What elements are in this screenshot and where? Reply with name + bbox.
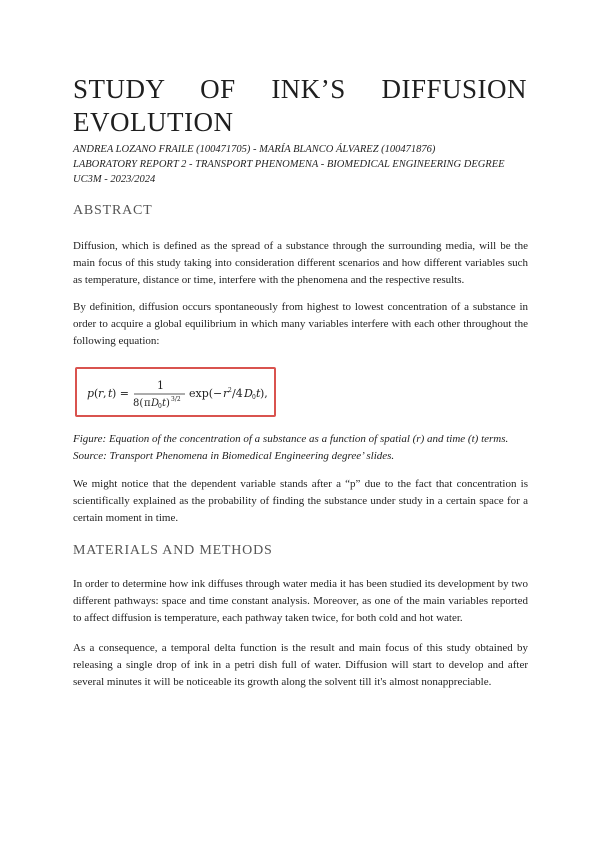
authors-line: ANDREA LOZANO FRAILE (100471705) - MARÍA BLANCO ÁLVAREZ (100471876) xyxy=(73,144,436,155)
methods-heading: MATERIALS AND METHODS xyxy=(73,543,273,558)
svg-text:1: 1 xyxy=(157,379,164,392)
methods-paragraph-2: As a consequence, a temporal delta function is the result and main focus of this study obtained by releasing a single drop of ink in a petri dish full of water. Diffusion will start to develop and after several minutes it will be noticeable its growth along the solvent till it's almost nonappreciable. xyxy=(73,642,528,688)
svg-text:0: 0 xyxy=(158,403,162,410)
svg-text:8(: 8( xyxy=(133,398,144,409)
svg-text:0: 0 xyxy=(252,394,256,401)
svg-text:,: , xyxy=(103,387,107,400)
svg-text:3/2: 3/2 xyxy=(171,396,181,403)
abstract-paragraph-3: We might notice that the dependent variable stands after a “p” due to the fact that concentration is scientifically explained as the probability of finding the substance under study in a certain space for a certain moment in time. xyxy=(73,478,528,524)
svg-text:exp(−: exp(− xyxy=(189,387,223,400)
svg-text:t: t xyxy=(108,387,113,400)
abstract-heading: ABSTRACT xyxy=(73,203,153,218)
svg-text:p: p xyxy=(87,387,95,400)
svg-text:): ) xyxy=(166,398,170,409)
svg-text:r: r xyxy=(223,387,229,400)
svg-text:t: t xyxy=(162,398,167,409)
methods-paragraph-1: In order to determine how ink diffuses through water media it has been studied its development by two different pathways: space and time constant analysis. Moreover, as one of the main variables reported to affect diffusion is temperature, each pathway taken twice, for both cold and hot water. xyxy=(73,578,528,624)
svg-text:2: 2 xyxy=(228,387,232,394)
svg-text:π: π xyxy=(144,398,151,409)
abstract-paragraph-2: By definition, diffusion occurs spontaneously from highest to lowest concentration of a substance in order to acquire a global equilibrium in which many variables interfere with each other throughout the following equation: xyxy=(73,301,528,347)
svg-text:D: D xyxy=(244,387,253,400)
document-title: STUDY OF INK’S DIFFUSION EVOLUTION xyxy=(73,74,527,137)
report-line: LABORATORY REPORT 2 - TRANSPORT PHENOMENA - BIOMEDICAL ENGINEERING DEGREE xyxy=(73,159,505,170)
institution-line: UC3M - 2023/2024 xyxy=(73,174,156,185)
svg-text:(: ( xyxy=(94,387,99,400)
figure-caption: Figure: Equation of the concentration of a substance as a function of spatial (r) and time (t) terms. Source: Transport Phenomena in Biomedical Engineering degree’ slides. xyxy=(73,433,509,462)
svg-text:r: r xyxy=(98,387,104,400)
abstract-paragraph-1: Diffusion, which is defined as the spread of a substance through the surrounding media, will be the main focus of this study taking into consideration different scenarios and how different variables such as temperature, distance or time, interfere with the phenomena and the respective results. xyxy=(73,240,528,286)
svg-text:/4: /4 xyxy=(232,387,243,400)
svg-text:t: t xyxy=(256,387,261,400)
svg-text:) =: ) = xyxy=(112,387,130,400)
svg-text:D: D xyxy=(151,398,160,409)
document-meta xyxy=(73,142,533,187)
equation-image xyxy=(77,369,274,415)
svg-text:),: ), xyxy=(260,387,268,400)
equation-figure xyxy=(75,367,276,417)
